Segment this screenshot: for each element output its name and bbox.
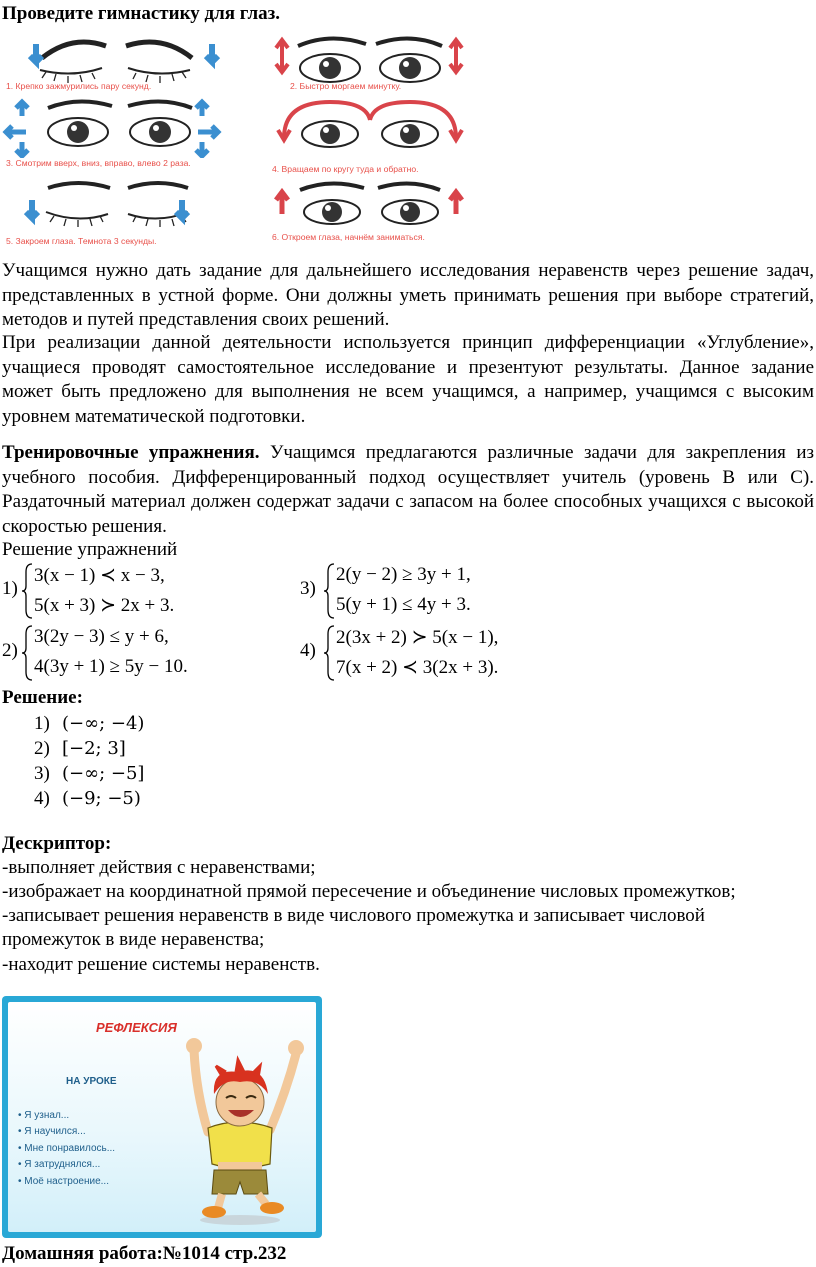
training-text: Учащимся предлагаются различные задачи для закрепления из учебного пособия. Дифференцированный подход осуществляет учитель (уровень В или С). Раздаточный материал должен содержат задачи с запасом на более способных учащихся с высокой скоростью решения. (2, 442, 815, 537)
inequality-system-3 (300, 562, 560, 620)
system-number: 3) (300, 578, 316, 599)
system-number: 4) (300, 640, 316, 661)
system-equation-2: 4(3y + 1) ≥ 5y − 10. (34, 656, 188, 677)
paragraph-training (2, 441, 814, 539)
system-equation-1: 2(3x + 2) ≻ 5(x − 1), (336, 627, 499, 648)
exercises-label: Решение упражнений (2, 539, 178, 560)
eye-exercise-6 (270, 180, 520, 260)
answer-value: (−∞; −5] (62, 763, 145, 784)
reflection-list (18, 1108, 115, 1190)
system-equation-2: 7(x + 2) ≺ 3(2x + 3). (336, 657, 499, 678)
arrow-up-down-icon (450, 40, 462, 72)
arrow-down-icon (30, 44, 42, 62)
arrow-up-icon (16, 102, 28, 116)
inequality-system-2 (2, 624, 262, 682)
arrow-up-icon (196, 102, 208, 116)
eyes-rotate-icon (270, 98, 470, 162)
arrow-down-icon (26, 200, 38, 218)
arrow-up-icon (450, 192, 462, 214)
eye-caption: 5. Закроем глаза. Темнота 3 секунды. (6, 236, 157, 246)
answer-number: 2) (34, 738, 50, 759)
page-heading: Проведите гимнастику для глаз. (2, 3, 281, 24)
eyes-look-around-icon (2, 98, 252, 158)
descriptor-line: -находит решение системы неравенств. (2, 954, 320, 975)
solution-label: Решение: (2, 687, 83, 708)
arrow-down-icon (16, 142, 28, 156)
reflection-card-inner (8, 1002, 316, 1232)
reflection-item: • Я узнал... (18, 1108, 115, 1124)
reflection-subtitle: НА УРОКЕ (66, 1076, 117, 1087)
answer-item (34, 711, 144, 736)
happy-boy-illustration (178, 1032, 308, 1228)
paragraph-task: Учащимся нужно дать задание для дальнейшего исследования неравенств через решение задач, представленных в устной форме. Они должны уметь принимать решения при выборе стратегий, методов и путей представления своих решений. (2, 260, 814, 330)
answer-item (34, 786, 141, 811)
descriptor-line: -изображает на координатной прямой пересечение и объединение числовых промежутков; (2, 881, 736, 902)
system-equation-1: 3(x − 1) ≺ x − 3, (34, 565, 165, 586)
system-number: 2) (2, 640, 18, 661)
system-number: 1) (2, 578, 18, 599)
system-equation-2: 5(x + 3) ≻ 2x + 3. (34, 595, 175, 616)
descriptor-line: -записывает решения неравенств в виде числового промежутка и записывает числовой (2, 905, 705, 926)
reflection-item: • Я затруднялся... (18, 1157, 115, 1173)
arrow-down-icon (196, 142, 208, 156)
answer-value: (−9; −5) (62, 788, 141, 809)
system-equation-2: 5(y + 1) ≤ 4y + 3. (336, 594, 471, 615)
inequality-system-1 (2, 562, 262, 620)
reflection-card (2, 996, 322, 1238)
reflection-item: • Я научился... (18, 1124, 115, 1140)
curly-brace-icon (322, 624, 336, 682)
eye-exercise-4 (270, 98, 520, 178)
system-equation-1: 3(2y − 3) ≤ y + 6, (34, 626, 169, 647)
arrow-down-icon (176, 200, 188, 218)
inequality-system-4 (300, 624, 560, 682)
reflection-item: • Моё настроение... (18, 1174, 115, 1190)
answer-item (34, 736, 126, 761)
training-lead: Тренировочные упражнения. (2, 442, 260, 463)
answer-number: 3) (34, 763, 50, 784)
eye-caption: 3. Смотрим вверх, вниз, вправо, влево 2 раза. (6, 158, 191, 168)
curly-brace-icon (20, 562, 34, 620)
eye-caption: 1. Крепко зажмурились пару секунд. (6, 81, 152, 91)
arrow-up-down-icon (276, 40, 288, 72)
answer-value: (−∞; −4) (62, 713, 145, 734)
eye-caption: 6. Откроем глаза, начнём заниматься. (272, 232, 425, 242)
reflection-item: • Мне понравилось... (18, 1141, 115, 1157)
answer-item (34, 761, 144, 786)
curly-brace-icon (20, 624, 34, 682)
answer-value: [−2; 3] (62, 738, 126, 759)
descriptor-label: Дескриптор: (2, 833, 112, 854)
eye-exercise-5 (2, 180, 252, 260)
descriptor-line: промежуток в виде неравенства; (2, 929, 265, 950)
paragraph-differentiation: При реализации данной деятельности используется принцип дифференциации «Углубление», учащиеся проводят самостоятельное исследование и презентуют результаты. Данное задание может быть предложено для выполнения не всем учащимся, а например, учащимся с высоким уровнем математической подготовки. (2, 332, 814, 427)
arrow-down-icon (206, 44, 218, 62)
curly-brace-icon (322, 562, 336, 620)
answer-number: 1) (34, 713, 50, 734)
eye-caption: 4. Вращаем по кругу туда и обратно. (272, 164, 419, 174)
answer-number: 4) (34, 788, 50, 809)
eye-exercise-3 (2, 98, 252, 178)
open-eyes-icon (270, 180, 470, 236)
arrow-left-icon (6, 126, 26, 138)
arrow-up-icon (276, 192, 288, 214)
descriptor-line: -выполняет действия с неравенствами; (2, 857, 316, 878)
reflection-title: РЕФЛЕКСИЯ (96, 1020, 177, 1035)
closed-eyes-icon (2, 180, 252, 236)
arrow-right-icon (198, 126, 218, 138)
system-equation-1: 2(y − 2) ≥ 3y + 1, (336, 564, 471, 585)
eye-caption: 2. Быстро моргаем минутку. (290, 81, 402, 91)
homework: Домашняя работа:№1014 стр.232 (2, 1243, 287, 1264)
